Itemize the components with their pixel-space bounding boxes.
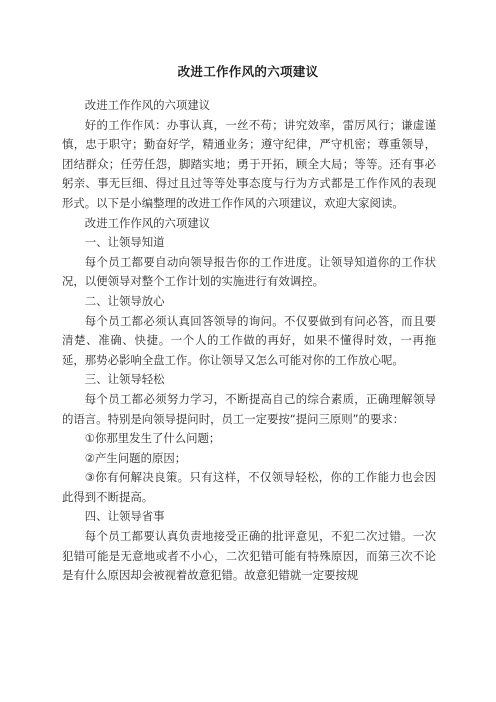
item-paragraph-4: 每个员工都要认真负责地接受正确的批评意见，不犯二次过错。一次犯错可能是无意地或者不小心，二次犯错可能有特殊原因，而第三次不论是有什么原因却会被视着故意犯错。故意犯错就一定要按规 xyxy=(62,529,436,583)
document-body xyxy=(62,96,436,586)
item-paragraph-1: 每个员工都要自动向领导报告你的工作进度。让领导知道你的工作状况，以便领导对整个工作计划的实施进行有效调控。 xyxy=(62,254,436,289)
item-heading-1: 一、让领导知道 xyxy=(84,235,165,250)
item-heading-2: 二、让领导放心 xyxy=(84,293,165,308)
item-heading-4: 四、让领导省事 xyxy=(84,509,165,524)
list-item: ①你那里发生了什么问题； xyxy=(84,431,221,446)
subtitle-paragraph: 改进工作作风的六项建议 xyxy=(84,98,211,112)
item-paragraph-3: 每个员工都必须努力学习，不断提高自己的综合素质，正确理解领导的语言。特别是向领导提问时，员工一定要按“提问三原则”的要求： xyxy=(62,391,436,426)
item-heading-3: 三、让领导轻松 xyxy=(84,372,165,387)
item-paragraph-2: 每个员工都必须认真回答领导的询问。不仅要做到有问必答，而且要清楚、准确、快捷。一个人的工作做的再好，如果不懂得时效，一再拖延，那势必影响全盘工作。你让领导又怎么可能对你的工作放心呢。 xyxy=(62,313,436,367)
list-item: ②产生问题的原因； xyxy=(84,450,187,465)
section-heading: 改进工作作风的六项建议 xyxy=(84,215,211,230)
document-title: 改进工作作风的六项建议 xyxy=(177,64,319,79)
list-item: ③你有何解决良策。只有这样，不仅领导轻松，你的工作能力也会因此得到不断提高。 xyxy=(62,470,436,504)
intro-paragraph: 好的工作作风：办事认真，一丝不苟；讲究效率，雷厉风行；谦虚谨慎，忠于职守；勤奋好学，精通业务；遵守纪律，严守机密；尊重领导，团结群众；任劳任怨，脚踏实地；勇于开拓，顾全大局；等等。还有事必躬亲、事无巨细、得过且过等等处事态度与行为方式都是工作作风的表现形式。以下是小编整理的改进工作作风的六项建议，欢迎大家阅读。 xyxy=(62,117,436,210)
